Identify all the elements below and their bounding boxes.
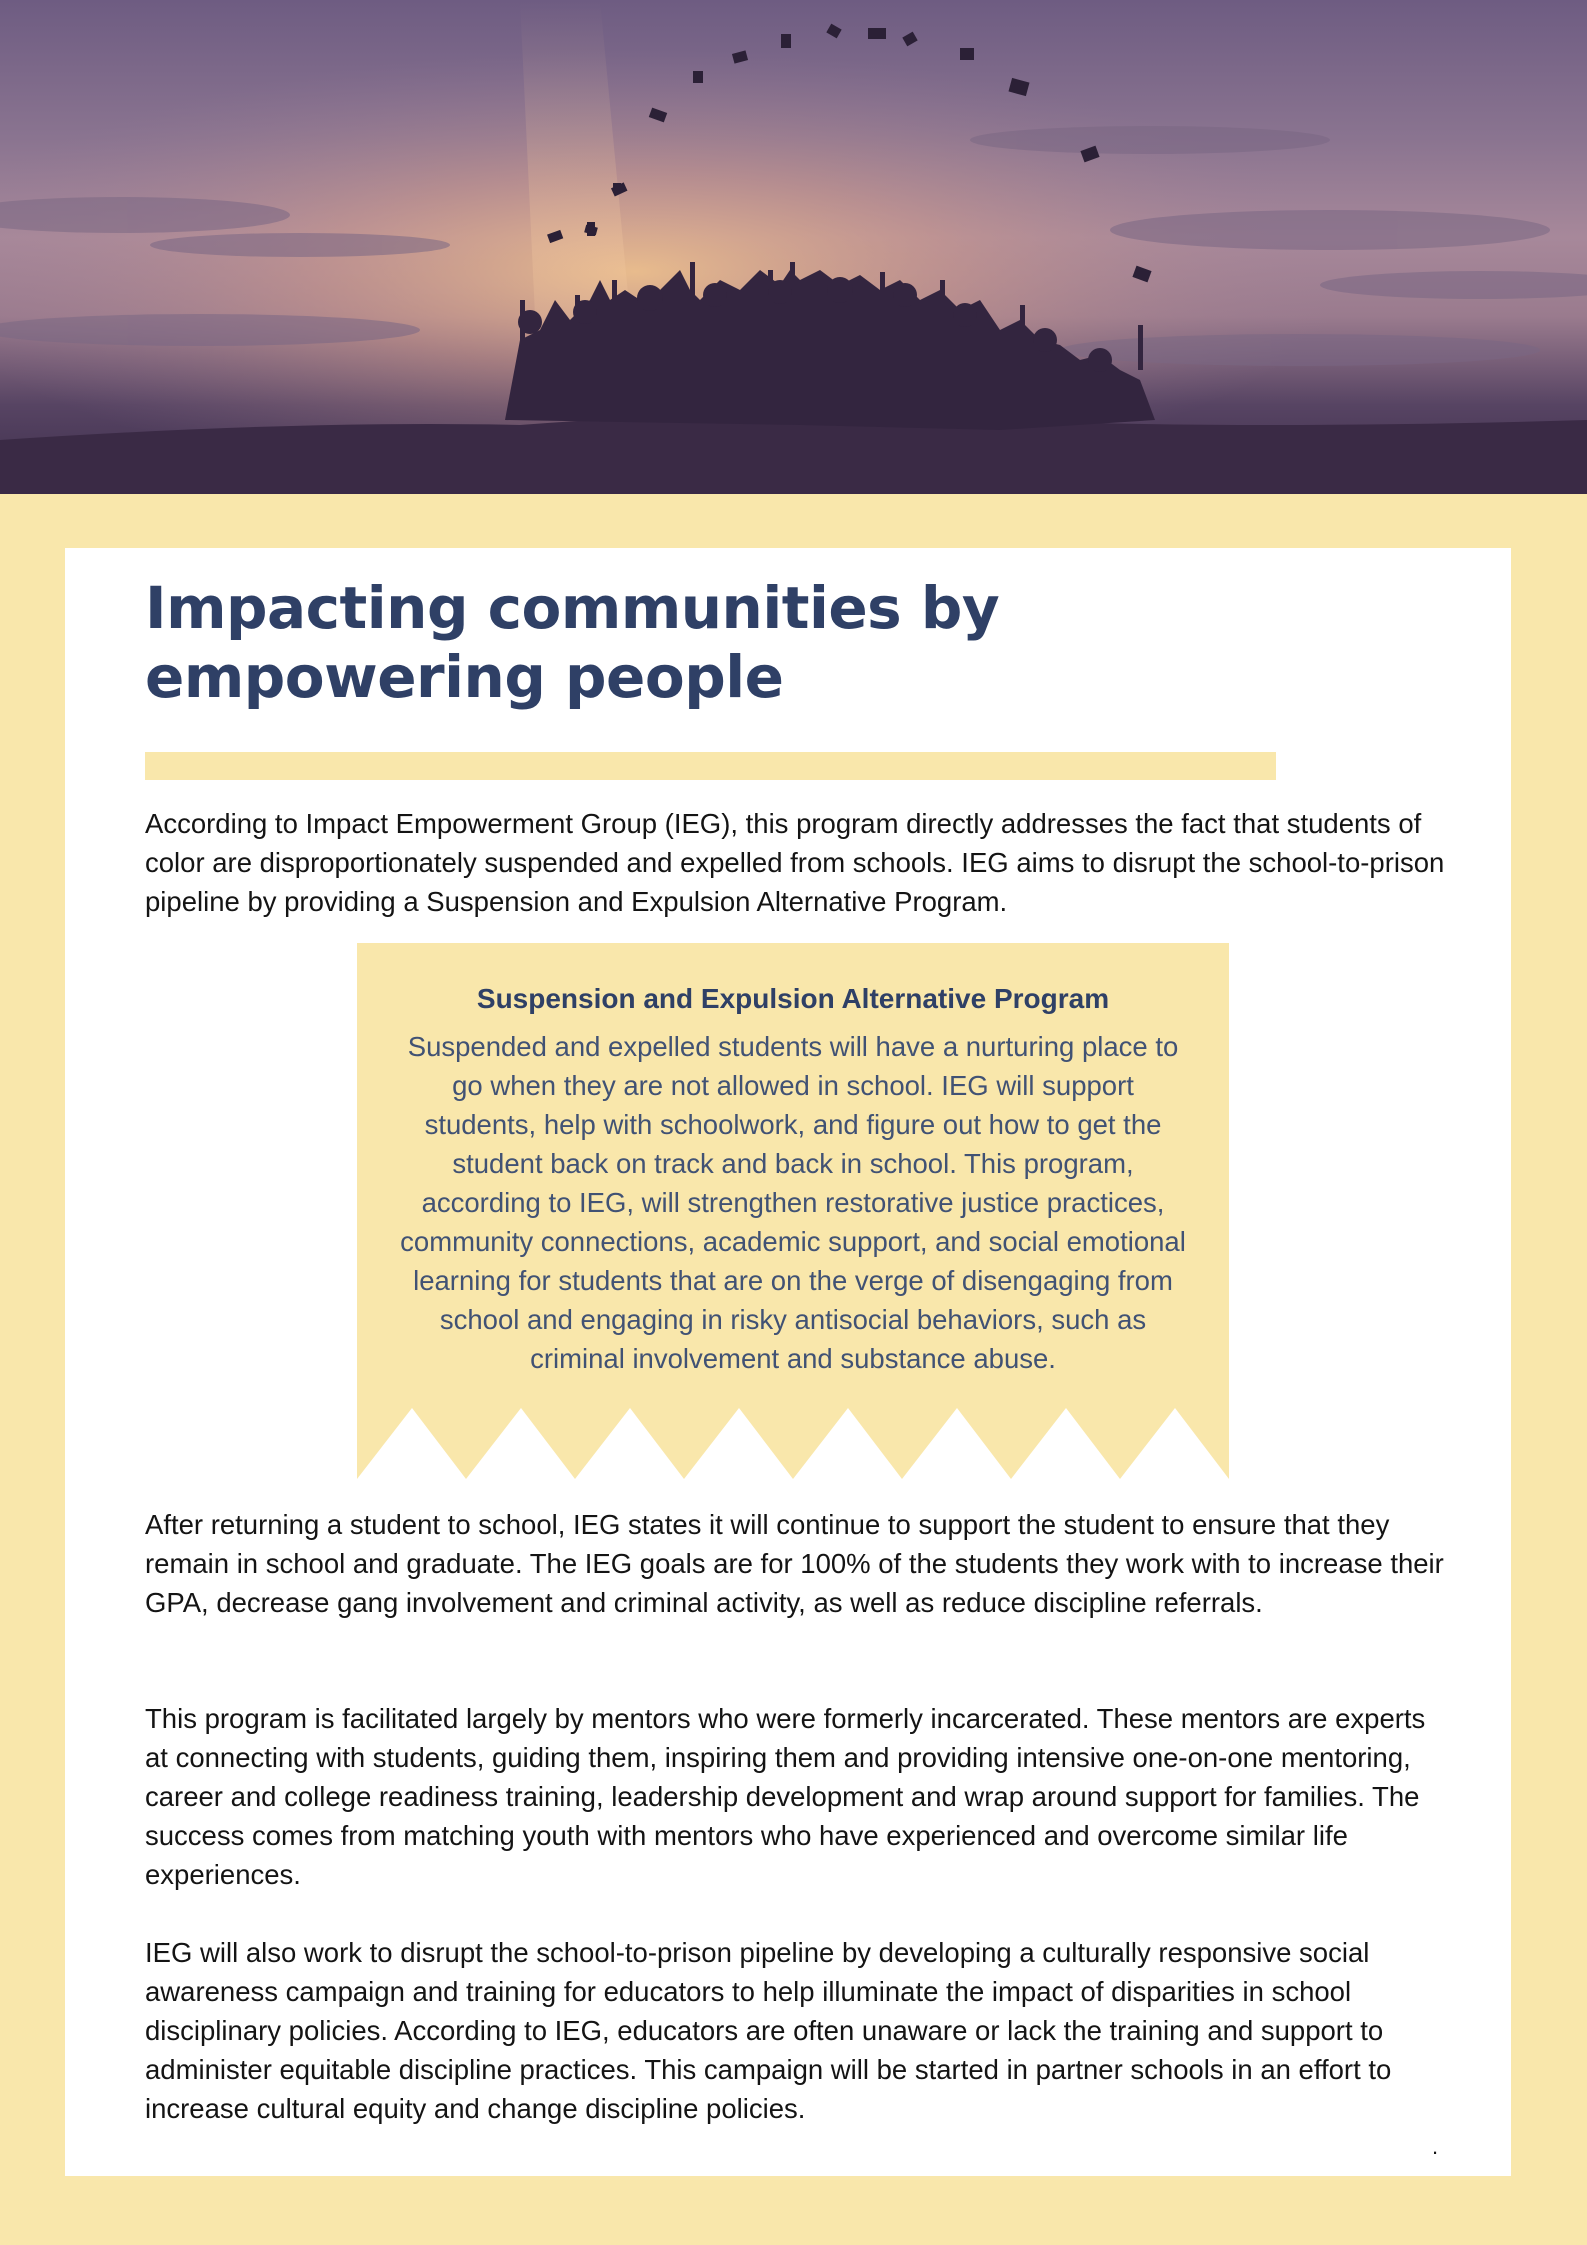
end-mark: .: [1432, 2134, 1439, 2159]
title-underline-bar: [145, 752, 1276, 780]
callout-body: Suspended and expelled students will have a nurturing place to go when they are not allowed in school. IEG will support students, help with schoolwork, and figure out how to get the student back on track and back in school. This program, according to IEG, will strengthen restorative justice practices, community connections, academic support, and social emotional learning for students that are on the verge of disengaging from school and engaging in risky antisocial behaviors, such as criminal involvement and substance abuse.: [400, 1031, 1186, 1374]
program-callout-box: [357, 943, 1229, 1479]
article-card: [65, 548, 1511, 2176]
callout-title: Suspension and Expulsion Alternative Program: [476, 983, 1110, 1014]
graduation-silhouette-illustration: [0, 0, 1587, 494]
intro-paragraph: According to Impact Empowerment Group (IEG), this program directly addresses the fact that students of color are disproportionately suspended and expelled from schools. IEG aims to disrupt the school-to-prison pipeline by providing a Suspension and Expulsion Alternative Program.: [145, 808, 1445, 917]
article-title: Impacting communities by empowering people: [145, 574, 1000, 711]
body-paragraph-3: IEG will also work to disrupt the school-to-prison pipeline by developing a culturally responsive social awareness campaign and training for educators to help illuminate the impact of disparities in school disciplinary policies. According to IEG, educators are often unaware or lack the training and support to administer equitable discipline practices. This campaign will be started in partner schools in an effort to increase cultural equity and change discipline policies.: [145, 1937, 1392, 2124]
body-paragraph-2: This program is facilitated largely by mentors who were formerly incarcerated. These mentors are experts at connecting with students, guiding them, inspiring them and providing intensive one-on-one mentoring, career and college readiness training, leadership development and wrap around support for families. The success comes from matching youth with mentors who have experienced and overcome similar life experiences.: [145, 1703, 1426, 1890]
hero-photo: [0, 0, 1587, 494]
body-paragraph-1: After returning a student to school, IEG states it will continue to support the student to ensure that they remain in school and graduate. The IEG goals are for 100% of the students they work with to increase their GPA, decrease gang involvement and criminal activity, as well as reduce discipline referrals.: [145, 1509, 1444, 1618]
